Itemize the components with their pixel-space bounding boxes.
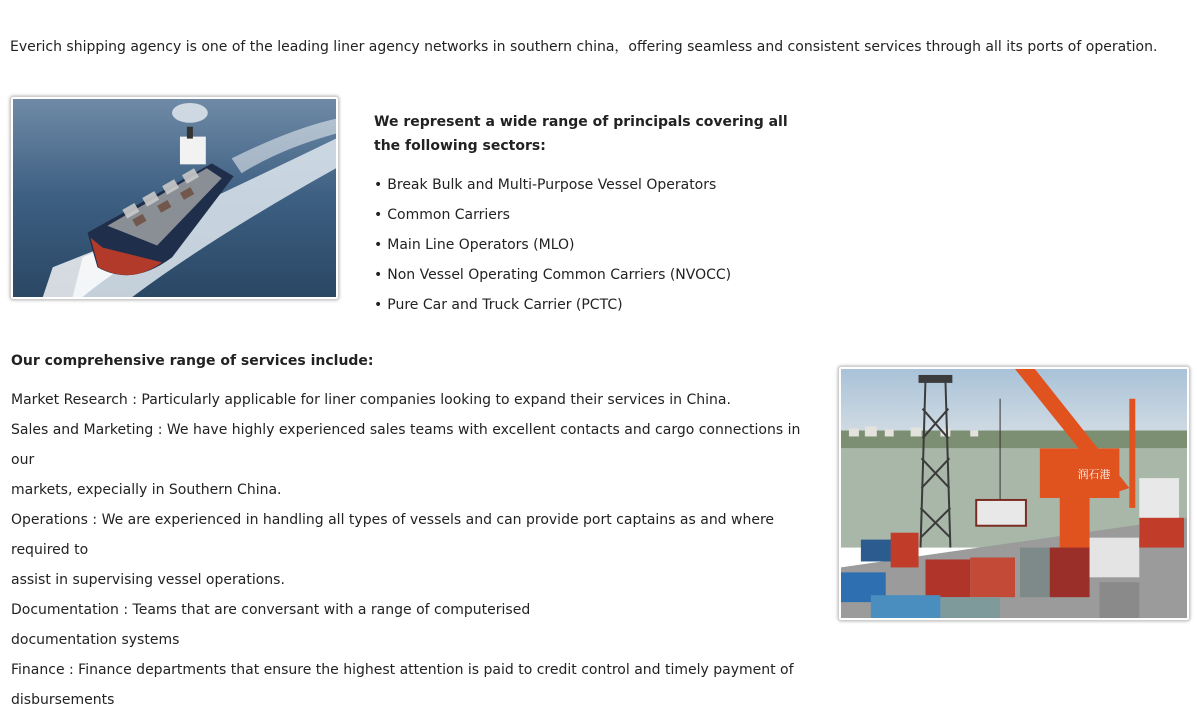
services-section (11, 349, 826, 715)
services-line: assist in supervising vessel operations. (11, 572, 285, 588)
list-item: • Pure Car and Truck Carrier (PCTC) (374, 297, 623, 313)
list-item: • Non Vessel Operating Common Carriers (NVOCC) (374, 267, 732, 283)
services-line: documentation systems (11, 632, 180, 648)
intro-paragraph: Everich shipping agency is one of the leading liner agency networks in southern china，offering seamless and consistent services through all its ports of operation. (10, 39, 1158, 55)
services-line: Market Research : Particularly applicable for liner companies looking to expand their services in China. (11, 392, 731, 408)
list-item: • Common Carriers (374, 207, 510, 223)
sectors-list (374, 170, 814, 320)
services-line: Documentation : Teams that are conversant with a range of computerised (11, 602, 531, 618)
services-heading: Our comprehensive range of services include: (11, 353, 374, 369)
bullet: • (374, 177, 383, 193)
list-item: • Main Line Operators (MLO) (374, 237, 575, 253)
services-line: Finance : Finance departments that ensure the highest attention is paid to credit control and timely payment of (11, 662, 794, 678)
bullet: • (374, 267, 383, 283)
sectors-heading: We represent a wide range of principals covering all the following sectors: (374, 114, 788, 154)
crane-sign: 润石港 (1077, 468, 1111, 482)
list-item: • Break Bulk and Multi-Purpose Vessel Operators (374, 177, 717, 193)
bullet: • (374, 297, 383, 313)
services-line: disbursements (11, 692, 115, 708)
sectors-section (374, 110, 814, 320)
services-line: Operations : We are experienced in handling all types of vessels and can provide port captains as and where required to (11, 512, 775, 558)
port-crane-photo (838, 366, 1190, 621)
bullet: • (374, 207, 383, 223)
container-ship-photo (10, 96, 339, 300)
services-line: Sales and Marketing : We have highly experienced sales teams with excellent contacts and cargo connections in our (11, 422, 801, 468)
services-line: markets, expecially in Southern China. (11, 482, 282, 498)
bullet: • (374, 237, 383, 253)
